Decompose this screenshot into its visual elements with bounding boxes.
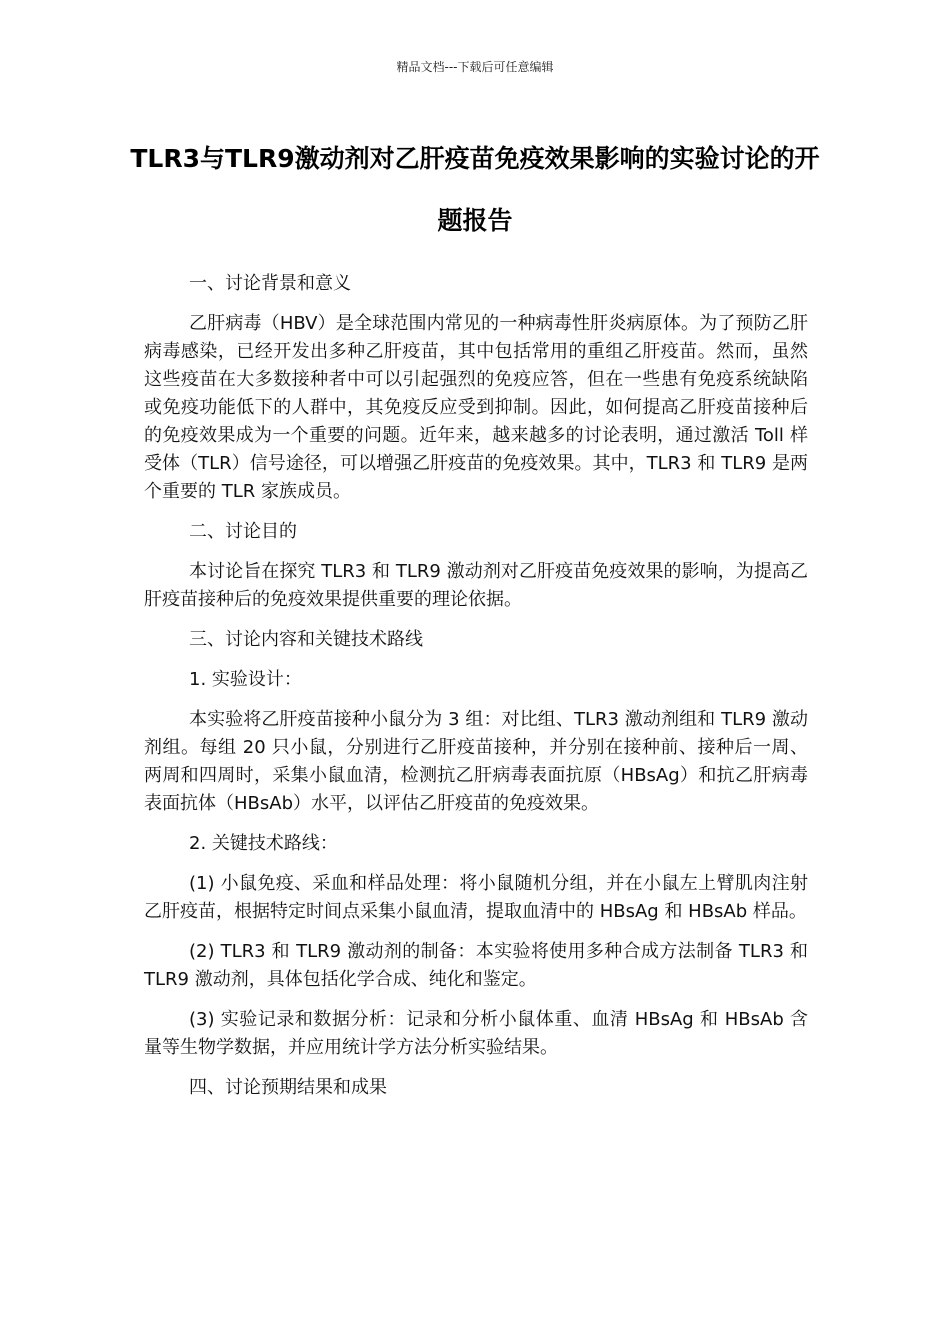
section-heading-purpose: 二、讨论目的 [189,521,297,542]
document-body [144,270,808,1114]
paragraph-design: 本实验将乙肝疫苗接种小鼠分为 3 组：对比组、TLR3 激动剂组和 TLR9 激动剂组。每组 20 只小鼠，分别进行乙肝疫苗接种，并分别在接种前、接种后一周、两周和四周时，采集小鼠血清，检测抗乙肝病毒表面抗原（HBsAg）和抗乙肝病毒表面抗体（HBsAb）水平，以评估乙肝疫苗的免疫效果。 [144,709,808,814]
paragraph-route-item-2: (2) TLR3 和 TLR9 激动剂的制备：本实验将使用多种合成方法制备 TLR3 和 TLR9 激动剂，具体包括化学合成、纯化和鉴定。 [144,941,808,990]
page-header-watermark: 精品文档---下载后可任意编辑 [396,60,554,74]
paragraph-route-item-1: (1) 小鼠免疫、采血和样品处理：将小鼠随机分组，并在小鼠左上臂肌肉注射乙肝疫苗，根据特定时间点采集小鼠血清，提取血清中的 HBsAg 和 HBsAb 样品。 [144,873,808,922]
paragraph-background: 乙肝病毒（HBV）是全球范围内常见的一种病毒性肝炎病原体。为了预防乙肝病毒感染，已经开发出多种乙肝疫苗，其中包括常用的重组乙肝疫苗。然而，虽然这些疫苗在大多数接种者中可以引起强烈的免疫应答，但在一些患有免疫系统缺陷或免疫功能低下的人群中，其免疫反应受到抑制。因此，如何提高乙肝疫苗接种后的免疫效果成为一个重要的问题。近年来，越来越多的讨论表明，通过激活 Toll 样受体（TLR）信号途径，可以增强乙肝疫苗的免疫效果。其中，TLR3 和 TLR9 是两个重要的 TLR 家族成员。 [144,313,808,502]
section-heading-content: 三、讨论内容和关键技术路线 [189,629,423,650]
section-heading-background: 一、讨论背景和意义 [189,273,351,294]
paragraph-route-item-3: (3) 实验记录和数据分析：记录和分析小鼠体重、血清 HBsAg 和 HBsAb 含量等生物学数据，并应用统计学方法分析实验结果。 [144,1009,808,1058]
section-heading-results: 四、讨论预期结果和成果 [189,1077,387,1098]
subheading-route: 2. 关键技术路线： [189,833,338,854]
document-title: TLR3与TLR9激动剂对乙肝疫苗免疫效果影响的实验讨论的开题报告 [130,144,820,235]
subheading-design: 1. 实验设计： [189,669,302,690]
paragraph-purpose: 本讨论旨在探究 TLR3 和 TLR9 激动剂对乙肝疫苗免疫效果的影响，为提高乙肝疫苗接种后的免疫效果提供重要的理论依据。 [144,561,808,610]
